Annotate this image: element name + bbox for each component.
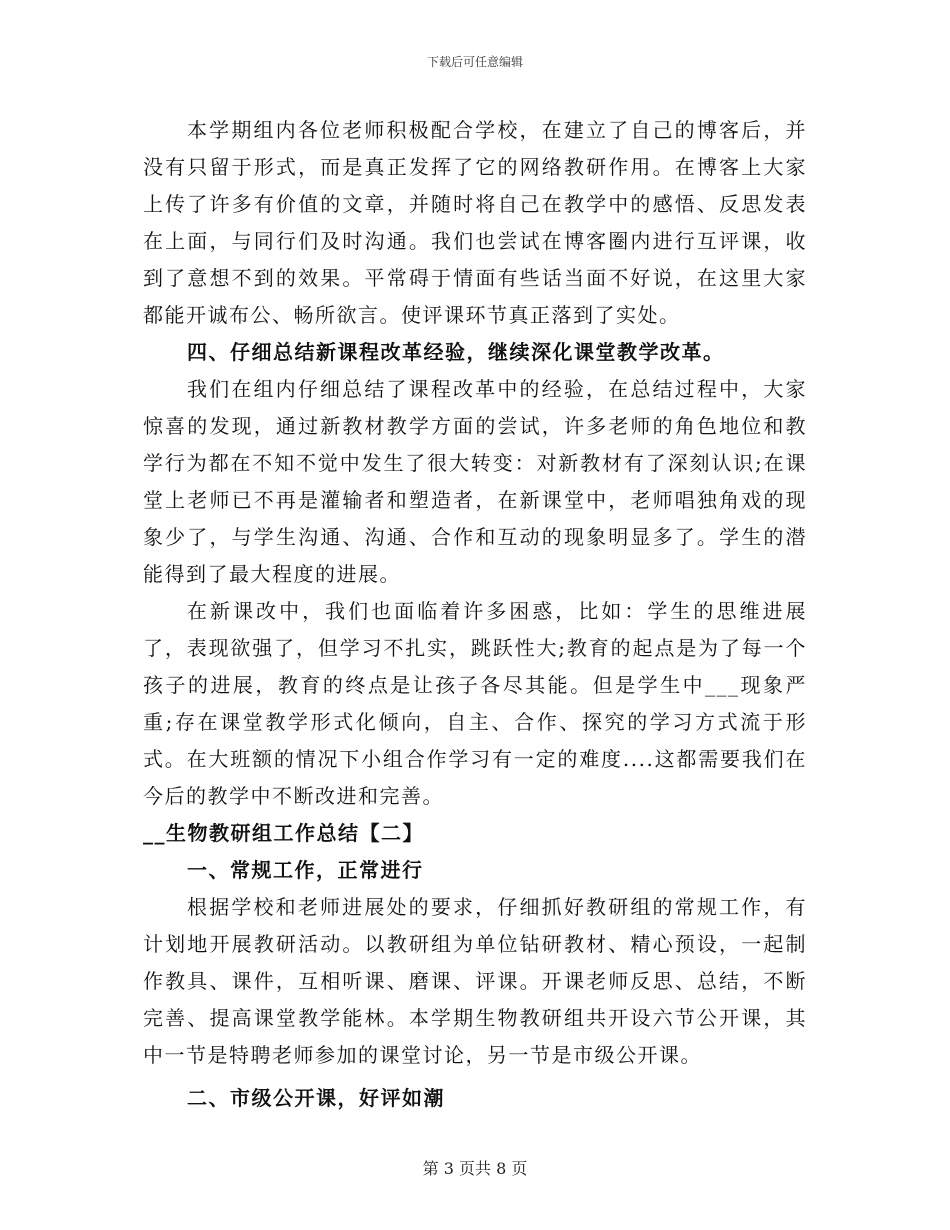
page-footer: 第 3 页共 8 页	[422, 1159, 528, 1178]
paragraph-reform-summary: 我们在组内仔细总结了课程改革中的经验，在总结过程中，大家惊喜的发现，通过新教材教学方面的尝试，许多老师的角色地位和教学行为都在不知不觉中发生了很大转变：对新教材有了深刻认识;在课堂上老师已不再是灌输者和塑造者，在新课堂中，老师唱独角戏的现象少了，与学生沟通、沟通、合作和互动的现象明显多了。学生的潜能得到了最大程度的进展。	[143, 377, 807, 586]
paragraph-reform-challenges: 在新课改中，我们也面临着许多困惑，比如：学生的思维进展了，表现欲强了，但学习不扎实，跳跃性大;教育的起点是为了每一个孩子的进展，教育的终点是让孩子各尽其能。但是学生中___现象严重;存在课堂教学形式化倾向，自主、合作、探究的学习方式流于形式。在大班额的情况下小组合作学习有一定的难度....这都需要我们在今后的教学中不断改进和完善。	[143, 599, 807, 808]
paragraph-blog: 本学期组内各位老师积极配合学校，在建立了自己的博客后，并没有只留于形式，而是真正发挥了它的网络教研作用。在博客上大家上传了许多有价值的文章，并随时将自己在教学中的感悟、反思发表在上面，与同行们及时沟通。我们也尝试在博客圈内进行互评课，收到了意想不到的效果。平常碍于情面有些话当面不好说，在这里大家都能开诚布公、畅所欲言。使评课环节真正落到了实处。	[143, 118, 807, 327]
document-body	[143, 112, 807, 1117]
heading-section-1: 一、常规工作，正常进行	[187, 858, 424, 882]
paragraph-routine-work: 根据学校和老师进展处的要求，仔细抓好教研组的常规工作，有计划地开展教研活动。以教研组为单位钻研教材、精心预设，一起制作教具、课件，互相听课、磨课、评课。开课老师反思、总结，不断完善、提高课堂教学能林。本学期生物教研组共开设六节公开课，其中一节是特聘老师参加的课堂讨论，另一节是市级公开课。	[143, 895, 807, 1067]
page-header: 下载后可任意编辑	[426, 55, 523, 69]
section-title: __生物教研组工作总结【二】	[143, 821, 424, 845]
heading-section-2: 二、市级公开课，好评如潮	[187, 1086, 445, 1110]
heading-section-4: 四、仔细总结新课程改革经验，继续深化课堂教学改革。	[187, 340, 725, 364]
